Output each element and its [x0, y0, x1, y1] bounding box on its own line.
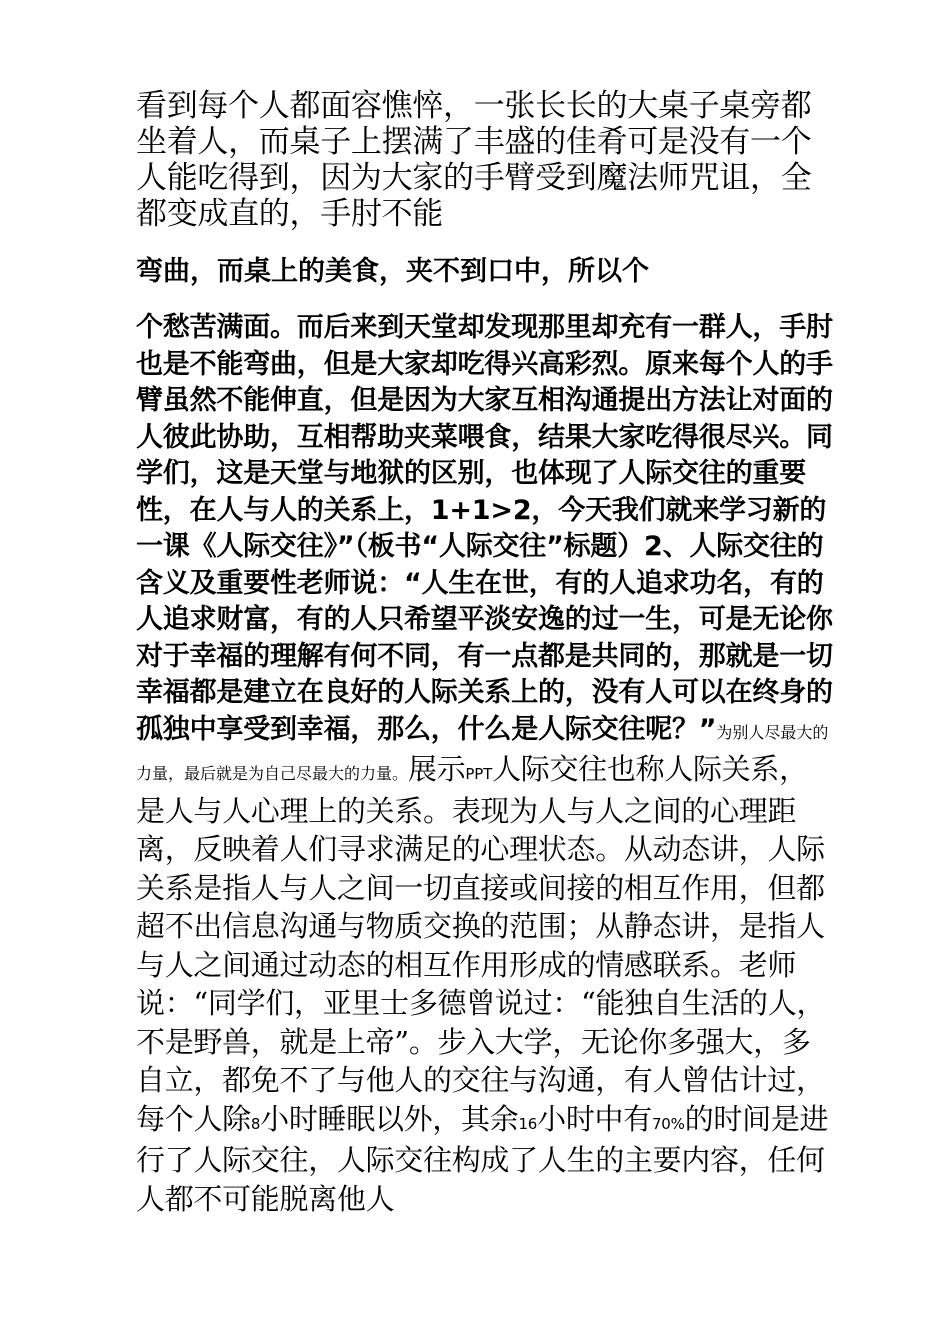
paragraph-intro: 看到每个人都面容憔悴，一张长长的大桌子桌旁都坐着人，而桌子上摆满了丰盛的佳肴可是没有一个人能吃得到，因为大家的手臂受到魔法师咒诅，全都变成直的，手肘不能 — [136, 88, 812, 232]
number-text: 8 — [250, 1114, 261, 1133]
number-text: 16 — [518, 1114, 538, 1133]
normal-text: 展示 — [408, 752, 466, 786]
paragraph-main — [136, 310, 836, 1219]
normal-text: 小时睡眠以外，其余 — [260, 1101, 519, 1136]
normal-text: 的时间是进行了人际交往，人际交往构成了人生的主要内容，任何人都不可能脱离他人 — [136, 1101, 829, 1216]
document-page — [136, 88, 836, 1219]
ppt-text: PPT — [465, 765, 493, 783]
normal-text: 人际交往也称人际关系，是人与人心理上的关系。表现为人与人之间的心理距离，反映着人们寻求满足的心理状态。从动态讲，人际关系是指人与人之间一切直接或间接的相互作用，但都超不出信息沟通与物质交换的范围；从静态讲，是指人与人之间通过动态的相互作用形成的情感联系。老师说：“同学们，亚里士多德曾说过：“能独自生活的人，不是野兽，就是上帝”。步入大学，无论你多强大，多自立，都免不了与他人的交往与沟通，有人曾估计过，每个人除 — [136, 752, 826, 1136]
small-text: 为别人尽最大的力量，最后就是为自己尽最大的力量。 — [136, 722, 829, 783]
paragraph-bold-line: 弯曲，而桌上的美食，夹不到口中，所以个 — [136, 256, 649, 287]
normal-text: 小时中有 — [537, 1101, 652, 1136]
bold-text: 个愁苦满面。而后来到天堂却发现那里却充有一群人，手肘也是不能弯曲，但是大家却吃得兴高彩烈。原来每个人的手臂虽然不能伸直，但是因为大家互相沟通提出方法让对面的人彼此协助，互相帮助夹菜喂食，结果大家吃得很尽兴。同学们，这是天堂与地狱的区别，也体现了人际交往的重要性，在人与人的关系上，1+1>2，今天我们就来学习新的一课《人际交往》”（板书“人际交往”标题）2、人际交往的含义及重要性老师说：“人生在世，有的人追求功名，有的人追求财富，有的人只希望平淡安逸的过一生，可是无论你对于幸福的理解有何不同，有一点都是共同的，那就是一切幸福都是建立在良好的人际关系上的，没有人可以在终身的孤独中享受到幸福，那么，什么是人际交往呢？” — [136, 312, 833, 745]
number-text: 70% — [651, 1114, 685, 1133]
